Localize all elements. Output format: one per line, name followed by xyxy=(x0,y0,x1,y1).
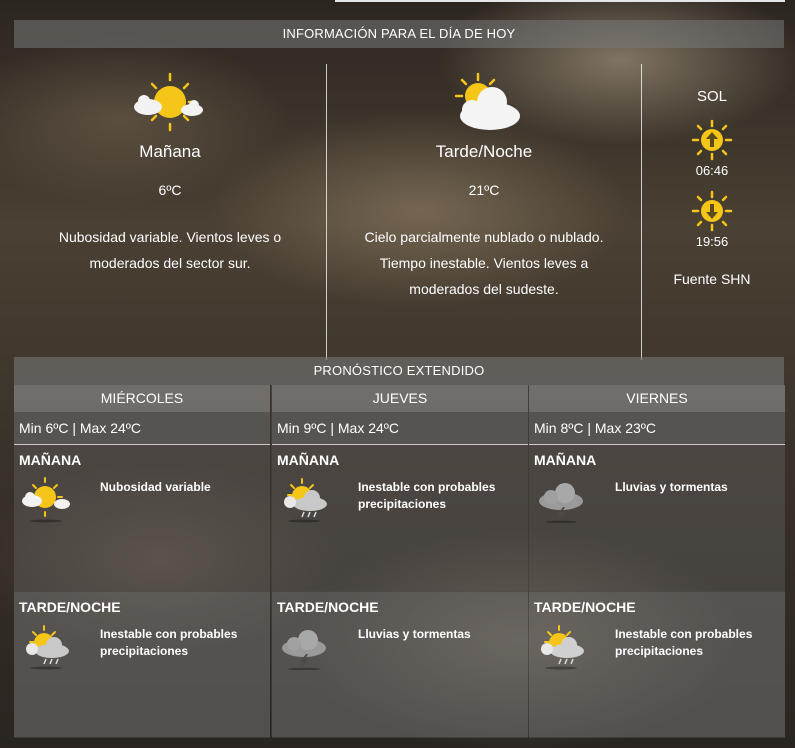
slot-description: Lluvias y tormentas xyxy=(358,627,471,641)
slot-description: Lluvias y tormentas xyxy=(615,480,728,494)
min-max-temp: Min 6ºC | Max 24ºC xyxy=(14,412,270,445)
sun-title: SOL xyxy=(696,88,727,105)
slot-label: TARDE/NOCHE xyxy=(277,599,379,615)
sun-info xyxy=(640,48,784,287)
today-evening xyxy=(326,64,642,360)
period-label: Mañana xyxy=(139,142,201,161)
morning-slot xyxy=(529,445,785,591)
slot-description: Inestable con probables precipitaciones xyxy=(358,480,496,511)
slot-label: MAÑANA xyxy=(534,452,597,468)
morning-slot xyxy=(272,445,528,591)
day-name: MIÉRCOLES xyxy=(14,385,270,412)
storm-icon xyxy=(276,622,332,670)
slot-label: TARDE/NOCHE xyxy=(19,599,121,615)
sun-rain-icon xyxy=(276,475,332,523)
slot-description: Nubosidad variable xyxy=(100,480,211,494)
sunset-time: 19:56 xyxy=(695,234,729,249)
sunrise-time: 06:46 xyxy=(695,163,729,178)
evening-slot xyxy=(529,591,785,738)
partly-cloudy-icon xyxy=(442,70,526,134)
sunrise-icon xyxy=(691,119,733,161)
day-name: JUEVES xyxy=(272,385,528,412)
storm-icon xyxy=(533,475,589,523)
top-divider xyxy=(335,0,785,2)
min-max-temp: Min 8ºC | Max 23ºC xyxy=(529,412,785,445)
day-column-thursday xyxy=(271,385,528,737)
min-max-temp: Min 9ºC | Max 24ºC xyxy=(272,412,528,445)
slot-label: MAÑANA xyxy=(277,452,340,468)
slot-description: Inestable con probables precipitaciones xyxy=(615,627,753,658)
forecast-description: Nubosidad variable. Vientos leves o moderados del sector sur. xyxy=(58,229,282,271)
today-panel xyxy=(14,20,784,350)
extended-header: PRONÓSTICO EXTENDIDO xyxy=(14,357,784,385)
sunset-icon xyxy=(691,190,733,232)
temperature: 6ºC xyxy=(158,182,182,198)
forecast-description: Cielo parcialmente nublado o nublado. Tiempo inestable. Vientos leves a moderados del sudeste. xyxy=(364,229,604,297)
sun-cloud-icon xyxy=(128,70,212,134)
today-header: INFORMACIÓN PARA EL DÍA DE HOY xyxy=(14,20,784,48)
data-source: Fuente SHN xyxy=(673,271,751,287)
slot-label: TARDE/NOCHE xyxy=(534,599,636,615)
period-label: Tarde/Noche xyxy=(435,142,533,161)
slot-label: MAÑANA xyxy=(19,452,82,468)
temperature: 21ºC xyxy=(468,182,500,198)
slot-description: Inestable con probables precipitaciones xyxy=(100,627,238,658)
evening-slot xyxy=(14,591,270,738)
day-name: VIERNES xyxy=(529,385,785,412)
day-column-friday xyxy=(528,385,785,737)
extended-forecast-panel xyxy=(14,357,784,737)
evening-slot xyxy=(272,591,528,738)
day-column-wednesday xyxy=(14,385,270,737)
today-morning xyxy=(14,48,326,276)
sun-cloud-icon xyxy=(18,475,74,523)
sun-rain-icon xyxy=(533,622,589,670)
sun-rain-icon xyxy=(18,622,74,670)
morning-slot xyxy=(14,445,270,591)
